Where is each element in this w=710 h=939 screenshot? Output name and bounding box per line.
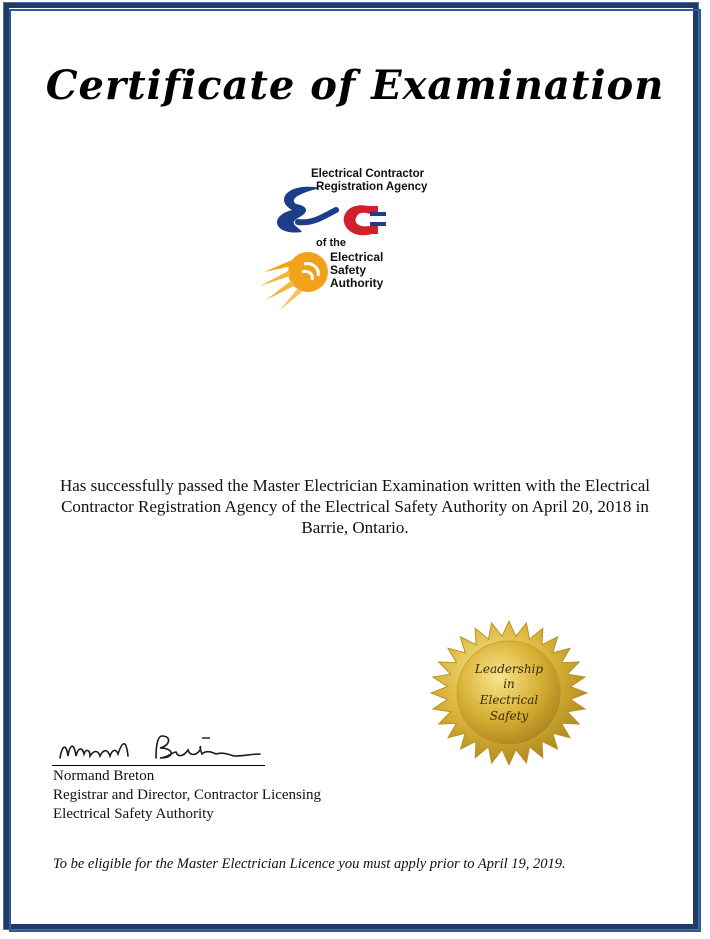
signatory-name: Normand Breton xyxy=(53,768,155,784)
logo-esa-name xyxy=(330,251,383,290)
logo-line-2: Registration Agency xyxy=(316,181,428,193)
seal-line-4: Safety xyxy=(489,709,529,723)
gold-seal xyxy=(428,618,590,768)
logo-line-1: Electrical Contractor xyxy=(311,168,425,180)
signature-image xyxy=(52,728,267,768)
logo-of-the: of the xyxy=(316,237,346,249)
signatory-block xyxy=(53,767,321,824)
orange-sun-icon xyxy=(260,252,328,310)
seal-line-3: Electrical xyxy=(479,693,539,707)
seal-line-1: Leadership xyxy=(474,662,544,676)
red-plug-icon xyxy=(344,205,378,235)
blue-swoosh-icon xyxy=(277,187,320,233)
logo-esa-line-1: Electrical xyxy=(330,250,384,264)
certificate-title: Certificate of Examination xyxy=(45,62,665,109)
seal-line-2: in xyxy=(503,677,515,691)
certificate-body: Has successfully passed the Master Electrician Examination written with the Electrical Contractor Registration Agency of the Electrical Safety Authority on April 20, 2018 in Barrie, Ontario. xyxy=(59,476,651,537)
signatory-organization: Electrical Safety Authority xyxy=(53,806,214,822)
signatory-role: Registrar and Director, Contractor Licensing xyxy=(53,787,322,803)
signature-line xyxy=(52,765,265,766)
logo-esa-line-2: Safety xyxy=(330,263,367,277)
eligibility-note: To be eligible for the Master Electrician Licence you must apply prior to April 19, 2019. xyxy=(53,856,566,872)
logo-esa-line-3: Authority xyxy=(330,276,384,290)
